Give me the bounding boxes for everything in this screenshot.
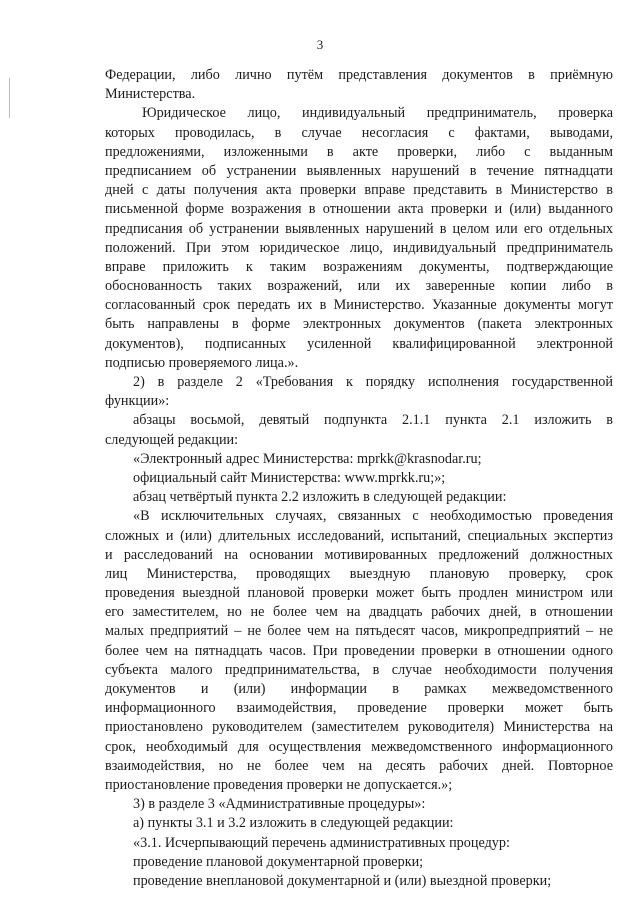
text-line: а) пункты 3.1 и 3.2 изложить в следующей редакции: — [133, 815, 454, 832]
text-line: Юридическое лицо, индивидуальный предприниматель, проверка — [142, 105, 613, 122]
text-line: обоснованность таких возражений, или их заверенные копии либо в — [105, 278, 613, 295]
text-line: сложных и (или) длительных исследований, испытаний, специальных экспертиз — [105, 527, 613, 544]
text-line: проведения выездной плановой проверки может быть продлен министром или — [105, 585, 613, 602]
text-line: проведение внеплановой документарной и (или) выездной проверки; — [133, 872, 552, 889]
text-line: подписью проверяемого лица.». — [105, 354, 299, 371]
text-line: Министерства. — [105, 86, 196, 103]
text-line: которых проводилась, в случае несогласия с фактами, выводами, — [105, 124, 613, 141]
text-line: взаимодействия, но не более чем на десять рабочих дней. Повторное — [105, 757, 613, 774]
page-number: 3 — [316, 37, 324, 52]
text-line: положений. При этом юридическое лицо, индивидуальный предприниматель — [105, 239, 613, 256]
text-line: согласованный срок передать их в Министерство. Указанные документы могут — [105, 297, 613, 314]
text-line: «В исключительных случаях, связанных с необходимостью проведения — [133, 508, 613, 525]
text-line: вправе приложить к таким возражениям документы, подтверждающие — [105, 258, 613, 275]
text-line: более чем на пятнадцать часов. При проведении проверки в отношении одного — [105, 642, 613, 659]
text-line: официальный сайт Министерства: www.mprkk.ru;»; — [133, 469, 446, 486]
text-line: Федерации, либо лично путём представления документов в приёмную — [105, 67, 613, 83]
text-line: «3.1. Исчерпывающий перечень административных процедур: — [133, 834, 510, 851]
text-line: приостановлено руководителем (заместителем руководителя) Министерства на — [105, 719, 613, 736]
text-line: малых предприятий – не более чем на пятьдесят часов, микропредприятий – не — [105, 623, 613, 640]
text-line: следующей редакции: — [105, 431, 239, 448]
text-line: 3) в разделе 3 «Административные процедуры»: — [133, 796, 426, 813]
text-line: информационного взаимодействия, проведение проверки может быть — [105, 700, 613, 717]
text-line: документов), подписанных усиленной квалифицированной электронной — [105, 335, 613, 352]
text-line: «Электронный адрес Министерства: mprkk@krasnodar.ru; — [133, 450, 482, 467]
text-line: абзац четвёртый пункта 2.2 изложить в следующей редакции: — [133, 489, 507, 506]
text-line: быть направлены в форме электронных документов (пакета электронных — [105, 316, 613, 333]
text-line: предписанием об устранении выявленных нарушений в течение пятнадцати — [105, 162, 613, 179]
text-line: абзацы восьмой, девятый подпункта 2.1.1 пункта 2.1 изложить в — [133, 412, 613, 429]
scan-edge-mark — [9, 78, 10, 118]
text-line: документов и (или) информации в рамках межведомственного — [105, 681, 613, 697]
text-line: функции»: — [105, 393, 170, 410]
text-line: субъекта малого предпринимательства, в случае необходимости получения — [105, 661, 613, 678]
text-line: приостановление проведения проверки не допускается.»; — [105, 776, 453, 793]
text-line: лиц Министерства, проводящих выездную плановую проверку, срок — [105, 565, 613, 582]
text-line: срок, необходимый для осуществления межведомственного информационного — [105, 738, 613, 755]
text-line: предписания об устранении выявленных нарушений в целом или его отдельных — [105, 220, 613, 237]
text-line: и расследований на основании мотивированных предложений должностных — [105, 546, 613, 563]
text-line: письменной форме возражения в отношении акта проверки и (или) выданного — [105, 201, 613, 218]
text-line: его заместителем, но не более чем на двадцать рабочих дней, в отношении — [105, 604, 613, 621]
text-line: 2) в разделе 2 «Требования к порядку исполнения государственной — [133, 374, 613, 390]
document-body — [105, 66, 613, 891]
text-line: предложениями, изложенными в акте проверки, либо с выданным — [105, 143, 613, 160]
text-line: дней с даты получения акта проверки вправе представить в Министерство в — [105, 182, 613, 199]
text-line: проведение плановой документарной проверки; — [133, 853, 424, 870]
